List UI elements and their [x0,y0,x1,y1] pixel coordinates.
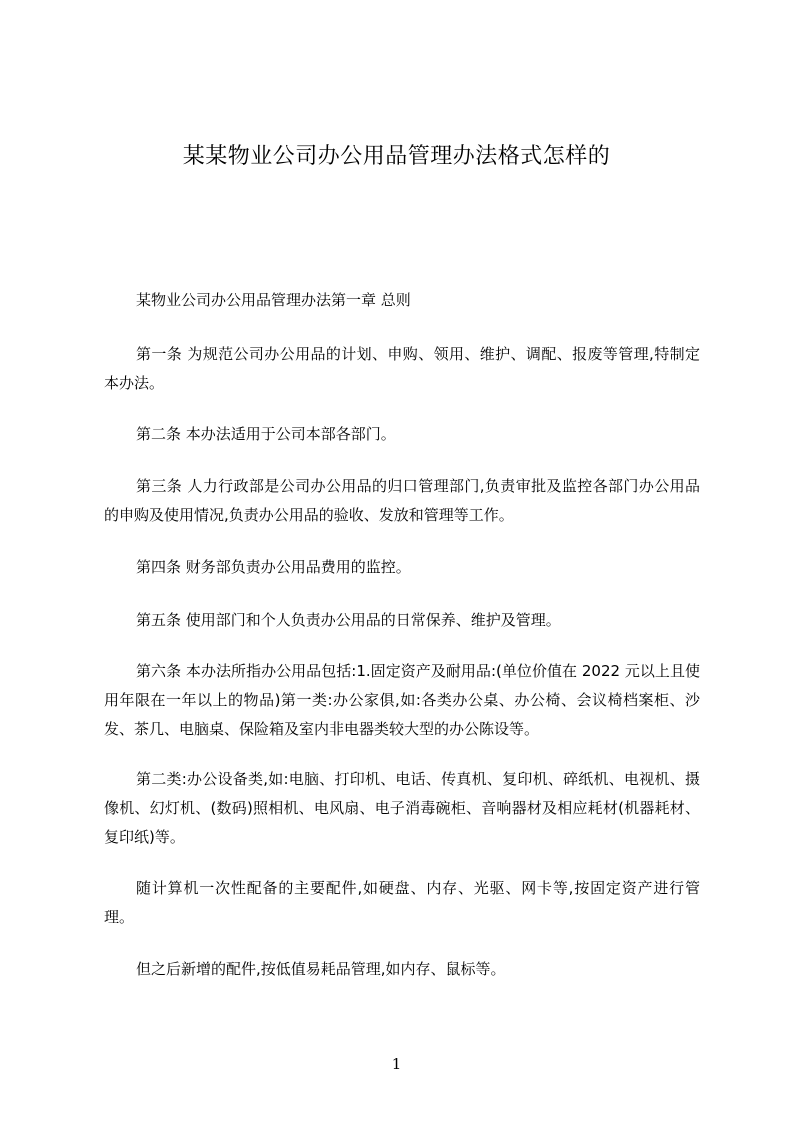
paragraph-category-2: 第二类:办公设备类,如:电脑、打印机、电话、传真机、复印机、碎纸机、电视机、摄像机、幻灯机、(数码)照相机、电风扇、电子消毒碗柜、音响器材及相应耗材(机器耗材、复印纸)等。 [104,770,700,846]
paragraph-article-4: 第四条 财务部负责办公用品费用的监控。 [136,558,411,576]
paragraph-article-2: 第二条 本办法适用于公司本部各部门。 [136,425,396,443]
page-number: 1 [391,1055,402,1073]
paragraph-new-parts: 但之后新增的配件,按低值易耗品管理,如内存、鼠标等。 [136,960,506,978]
paragraph-article-6: 第六条 本办法所指办公用品包括:1.固定资产及耐用品:(单位价值在 2022 元以上且使用年限在一年以上的物品)第一类:办公家俱,如:各类办公桌、办公椅、会议椅档案柜、沙发、茶几、电脑桌、保险箱及室内非电器类较大型的办公陈设等。 [104,662,700,738]
paragraph-heading: 某物业公司办公用品管理办法第一章 总则 [136,291,411,309]
document-title: 某某物业公司办公用品管理办法格式怎样的 [182,144,611,169]
paragraph-computer-parts: 随计算机一次性配备的主要配件,如硬盘、内存、光驱、网卡等,按固定资产进行管理。 [104,879,700,926]
paragraph-article-3: 第三条 人力行政部是公司办公用品的归口管理部门,负责审批及监控各部门办公用品的申购及使用情况,负责办公用品的验收、发放和管理等工作。 [104,477,700,524]
paragraph-article-1: 第一条 为规范公司办公用品的计划、申购、领用、维护、调配、报废等管理,特制定本办法。 [104,345,700,392]
paragraph-article-5: 第五条 使用部门和个人负责办公用品的日常保养、维护及管理。 [136,611,561,629]
